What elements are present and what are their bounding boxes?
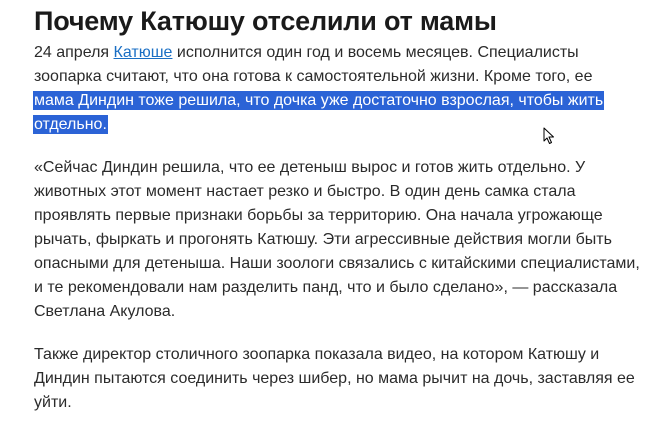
katyusha-link[interactable]: Катюше — [113, 44, 173, 61]
selected-text[interactable]: мама Диндин тоже решила, что дочка уже достаточно взрослая, чтобы жить — [34, 92, 604, 109]
paragraph-line: зоопарка считают, что она готова к самостоятельной жизни. Кроме того, ее — [34, 68, 593, 85]
selected-text[interactable]: отдельно. — [34, 116, 107, 133]
text-cursor-icon — [543, 127, 555, 145]
text-fragment: исполнится один год и восемь месяцев. Специалисты — [172, 44, 579, 61]
paragraph-line: и те рекомендовали нам разделить панд, что и было сделано», — рассказала — [34, 279, 618, 296]
paragraph-line — [34, 41, 634, 65]
article — [34, 0, 640, 415]
paragraph-line: Также директор столичного зоопарка показала видео, на котором Катюшу и — [34, 346, 600, 363]
paragraph-quote — [34, 156, 640, 324]
paragraph-line: проявлять первые признаки борьбы за территорию. Она начала угрожающе — [34, 207, 603, 224]
paragraph-line: уйти. — [34, 394, 72, 411]
paragraph-line — [34, 89, 634, 113]
paragraph-line: животных этот момент настает резко и быстро. В один день самка стала — [34, 183, 576, 200]
paragraph-line: Диндин пытаются соединить через шибер, но мама рычит на дочь, заставляя ее — [34, 370, 635, 387]
paragraph-line: рычать, фыркать и прогонять Катюшу. Эти агрессивные действия могли быть — [34, 231, 612, 248]
paragraph-line: «Сейчас Диндин решила, что ее детеныш вырос и готов жить отдельно. У — [34, 159, 586, 176]
paragraph-intro — [34, 41, 634, 137]
paragraph-line: Светлана Акулова. — [34, 303, 176, 320]
article-title: Почему Катюшу отселили от мамы — [34, 6, 497, 36]
text-fragment: 24 апреля — [34, 44, 114, 61]
paragraph-line: опасными для детеныша. Наши зоологи связались с китайскими специалистами, — [34, 255, 640, 272]
paragraph-video — [34, 343, 634, 415]
